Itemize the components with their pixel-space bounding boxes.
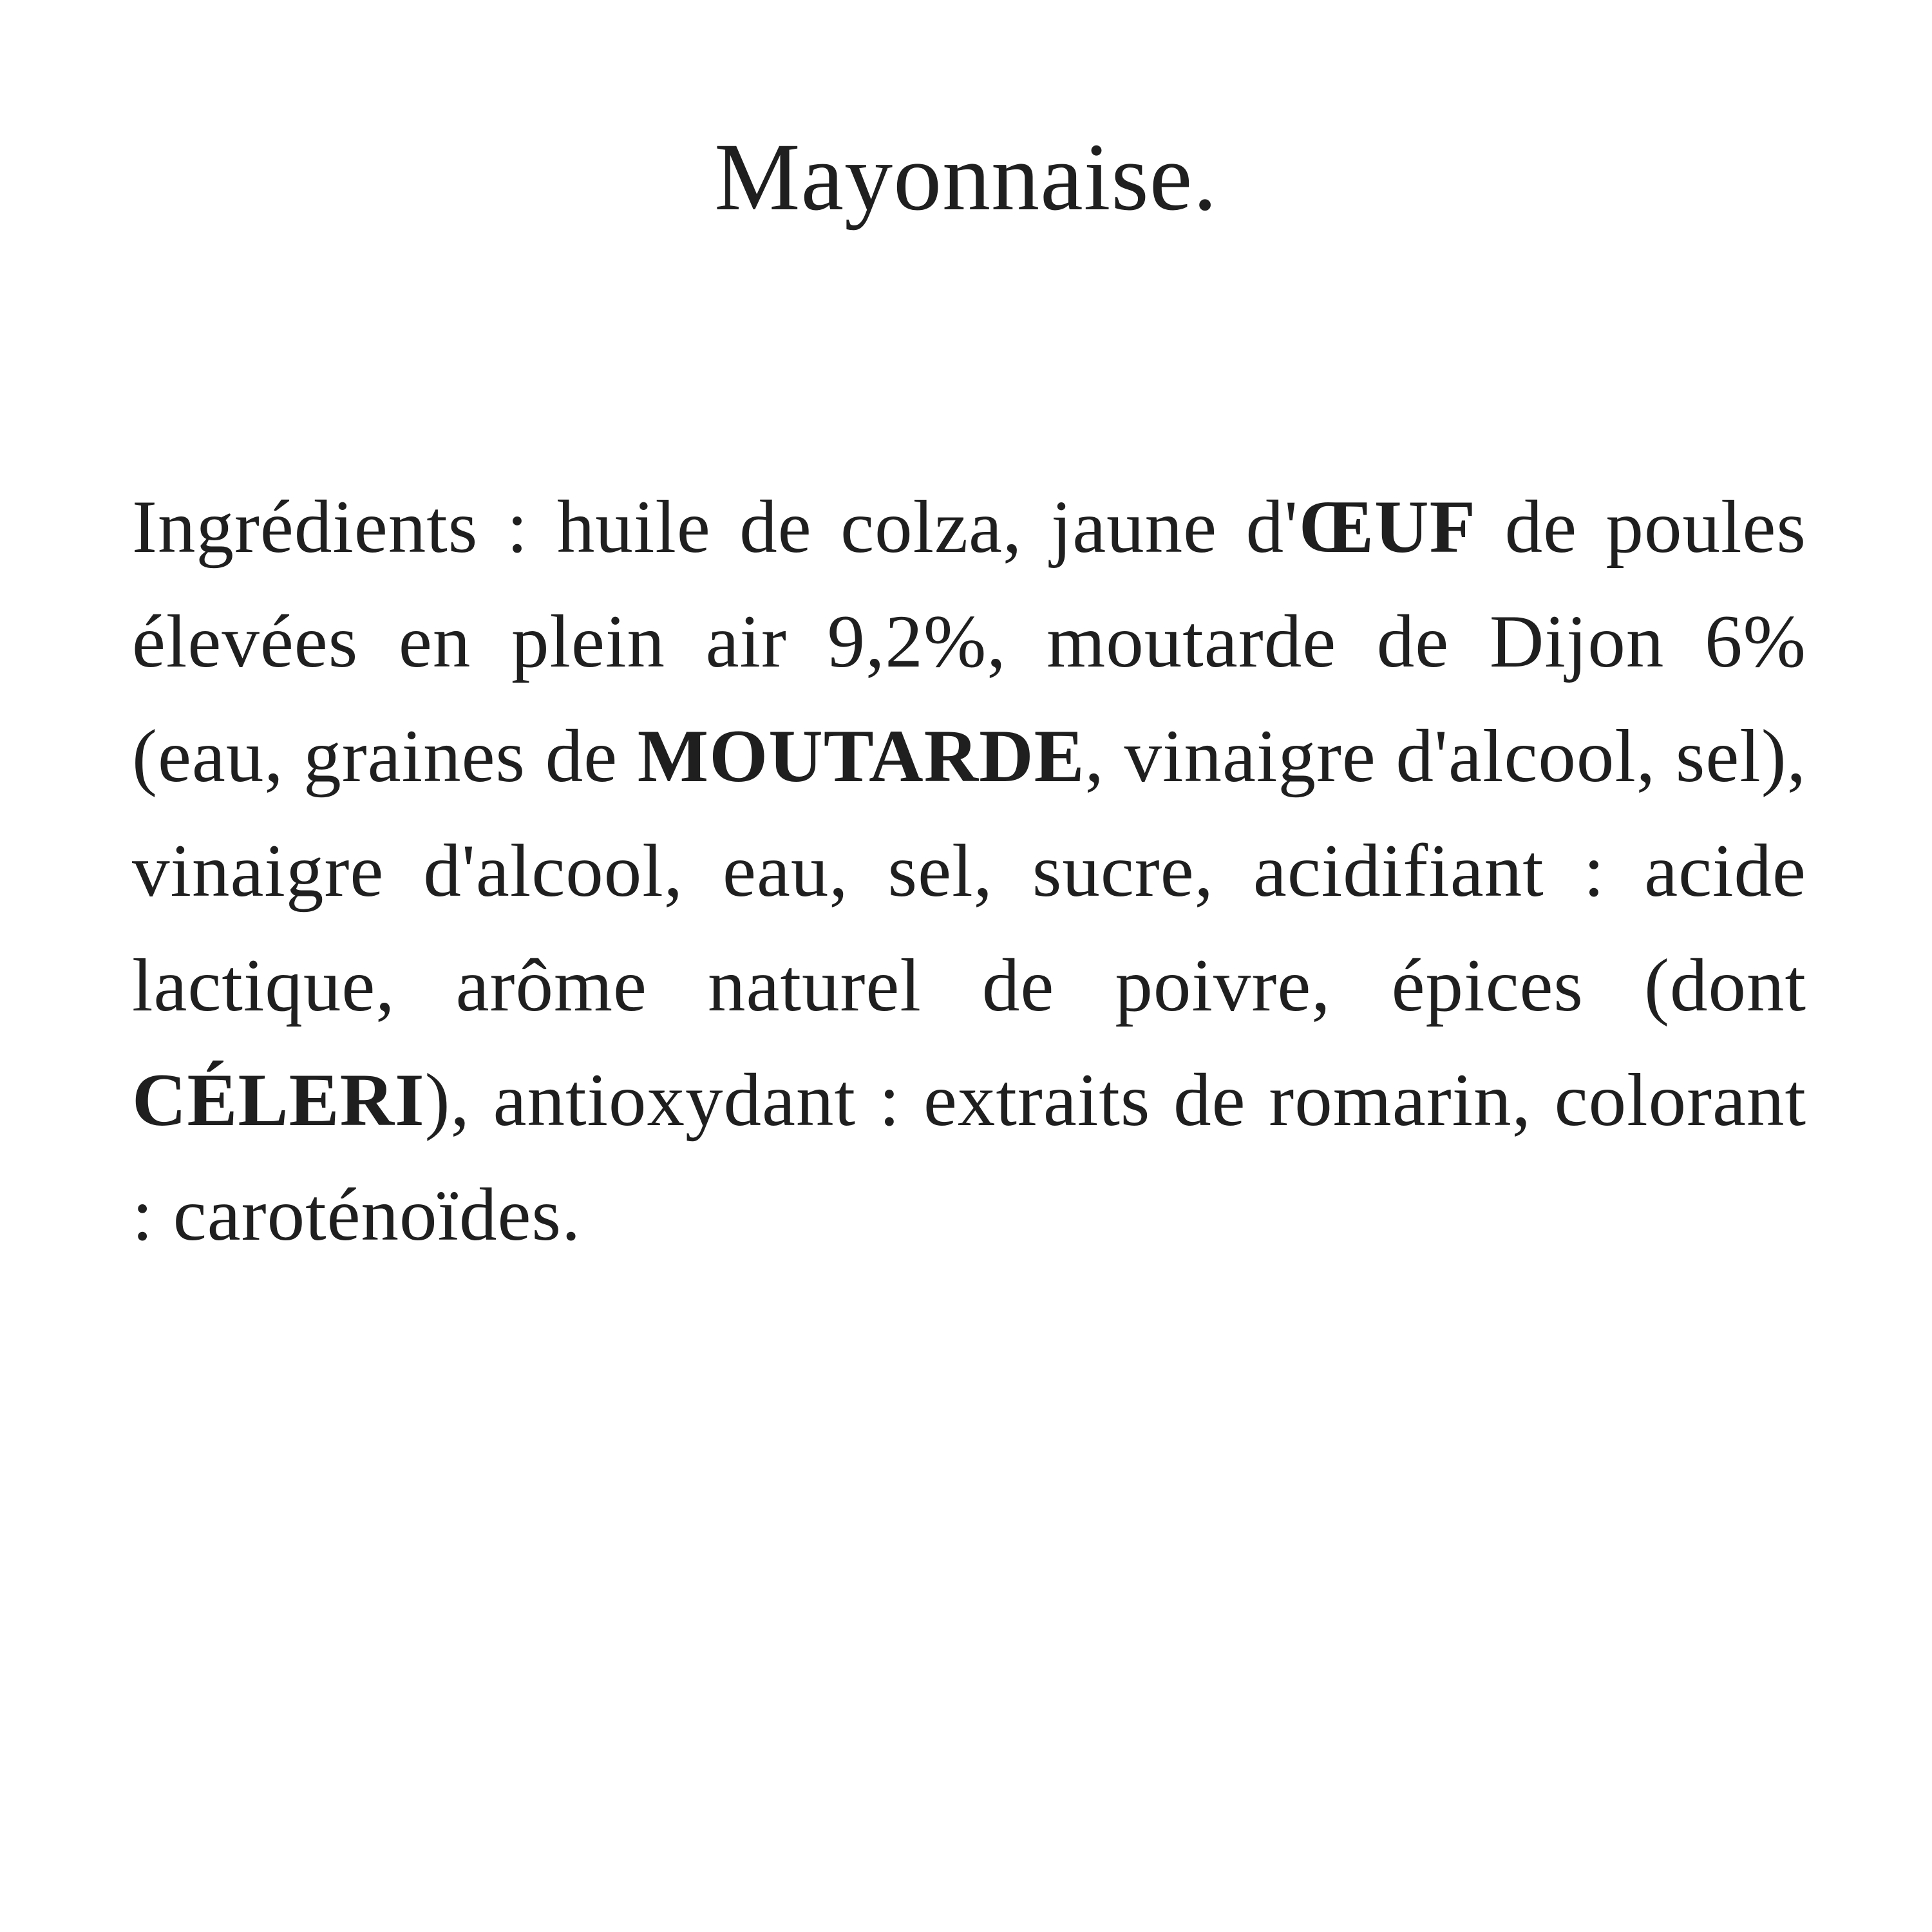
ingredients-paragraph [132, 470, 1806, 1273]
allergen-celery: CÉLERI [132, 1059, 425, 1142]
allergen-mustard: MOUTARDE [637, 715, 1085, 798]
ingredients-text: de poules élevées en plein air 9,2%, moutarde de Dijon 6% (eau, graines de [132, 486, 1807, 798]
ingredients-text: , vinaigre d'alcool, sel), vinaigre d'alcool, eau, sel, sucre, acidifiant : acide lactique, arôme naturel de poivre, épices (dont [132, 715, 1806, 1027]
ingredients-text: Ingrédients : huile de colza, jaune d' [132, 486, 1299, 569]
allergen-egg: ŒUF [1298, 486, 1477, 569]
ingredients-text: ), antioxydant : extraits de romarin, colorant : caroténoïdes. [132, 1059, 1806, 1256]
product-title: Mayonnaise. [714, 124, 1218, 231]
